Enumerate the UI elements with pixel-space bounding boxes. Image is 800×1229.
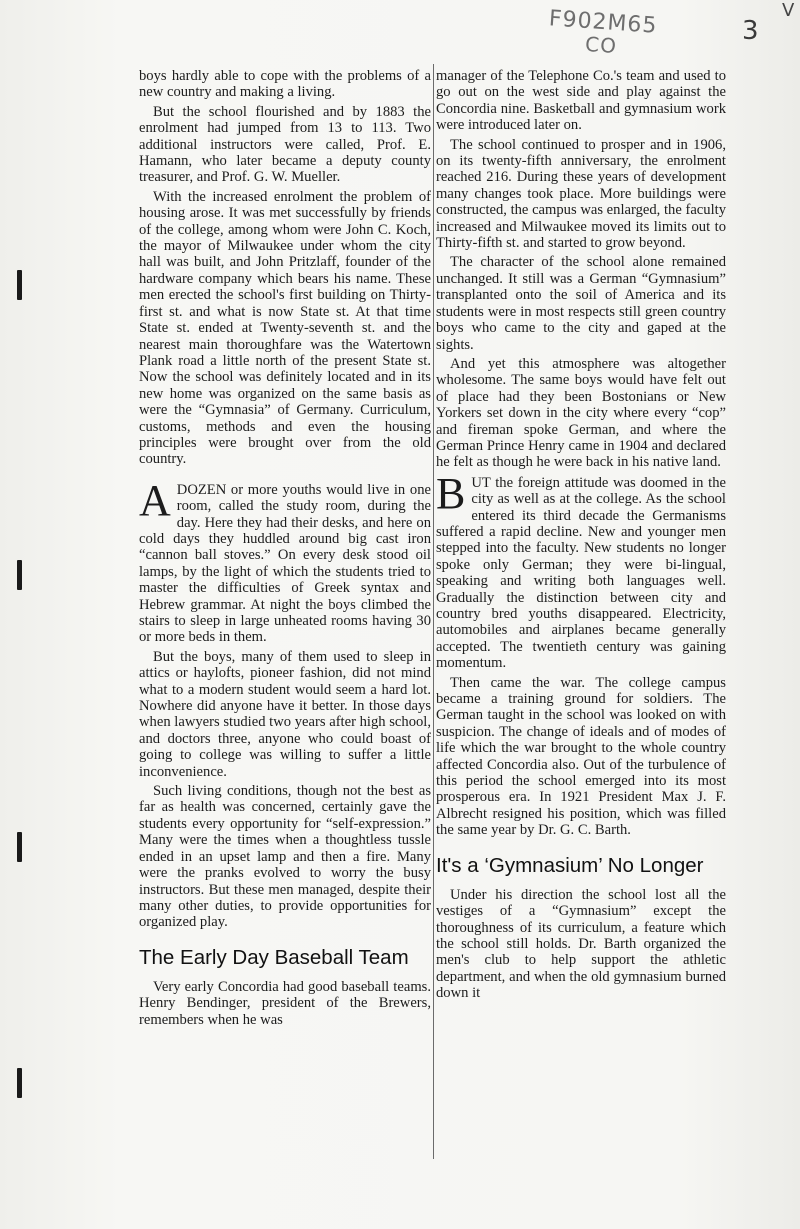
corner-mark: V — [782, 0, 795, 21]
right-paragraph-7: Under his direction the school lost all the vestiges of a “Gymnasium” except the thoroughness of its curriculum, a feature which the school still holds. Dr. Barth organized the men's club to help support the athletic department, and when the old gymnasium burned down it — [436, 886, 726, 1002]
right-column — [436, 68, 726, 1005]
right-paragraph-5 — [436, 468, 726, 672]
left-paragraph-3: With the increased enrolment the problem of housing arose. It was met successfully by friends of the college, among whom were John C. Koch, the mayor of Milwaukee under whom the city hall was built, and John Pritzlaff, founder of the hardware company which bears his name. These men erected the school's first building on Thirty-first st. and what is now State st. At that time State st. ended at Twenty-seventh st. and the nearest main thoroughfare was the Watertown Plank road a little north of the present State st. Now the school was definitely located and in its new home was organized on the same basis as were the “Gymnasia” of Germany. Curriculum, customs, methods and even the housing principles were brought over from the old country. — [139, 188, 431, 468]
handwritten-annotation — [547, 8, 658, 59]
drop-cap-b: B — [436, 468, 466, 518]
right-paragraph-3: The character of the school alone remained unchanged. It still was a German “Gymnasium” transplanted onto the soil of America and its students were in most respects still green country boys who came to the city and gaped at the sights. — [436, 254, 726, 353]
left-paragraph-4 — [139, 475, 431, 646]
left-paragraph-5: But the boys, many of them used to sleep in attics or haylofts, pioneer fashion, did not mind what to a modern student would seem a hard lot. Nowhere did anyone have it better. In those days when lawyers studied two years after high school, and doctors three, anyone who could boast of going to college was willing to suffer a little inconvenience. — [139, 648, 431, 780]
binding-mark-1 — [17, 270, 22, 300]
right-paragraph-5-text: UT the foreign attitude was doomed in the city as well as at the college. As the school entered its third decade the Germanisms suffered a rapid decline. New and younger men stepped into the faculty. New students no longer spoke only German; they were bi-lingual, speaking and writing both languages well. Gradually the distinction between city and country bred youths disappeared. Electricity, automobiles and airplanes became generally accepted. The twentieth century was gaining momentum. — [436, 474, 726, 672]
binding-mark-4 — [17, 1068, 22, 1098]
left-paragraph-2: But the school flourished and by 1883 the enrolment had jumped from 13 to 113. Two additional instructors were called, Prof. E. Hamann, who later became a deputy county treasurer, and Prof. G. W. Mueller. — [139, 103, 431, 186]
right-paragraph-1: manager of the Telephone Co.'s team and used to go out on the west side and play against the Concordia nine. Basketball and gymnasium work were introduced later on. — [436, 68, 726, 134]
column-rule — [433, 64, 434, 1159]
left-paragraph-1: boys hardly able to cope with the problems of a new country and making a living. — [139, 68, 431, 101]
right-paragraph-6: Then came the war. The college campus became a training ground for soldiers. The German taught in the school was looked on with suspicion. The change of ideals and of modes of life which the war brought to the whole country affected Concordia also. Out of the turbulence of this period the school emerged into its most prosperous era. In 1921 President Max J. F. Albrecht resigned his position, which was filled the same year by Dr. G. C. Barth. — [436, 674, 726, 839]
binding-mark-2 — [17, 560, 22, 590]
annotation-line-1: F902M65 — [548, 6, 659, 39]
left-column — [139, 68, 431, 1031]
drop-cap-a: A — [139, 475, 171, 525]
left-paragraph-7: Very early Concordia had good baseball teams. Henry Bendinger, president of the Brewers, remembers when he was — [139, 978, 431, 1028]
left-paragraph-4-text: DOZEN or more youths would live in one room, called the study room, during the day. Here they had their desks, and here on cold days they huddled around big cast iron “cannon ball stoves.” On every desk stood oil lamps, by the light of which the students tried to master the difficulties of Greek syntax and Hebrew grammar. At night the boys climbed the stairs to sleep in large unheated rooms having 30 or more beds in them. — [139, 481, 431, 646]
subheading-gymnasium: It's a ‘Gymnasium’ No Longer — [436, 853, 704, 877]
right-paragraph-4: And yet this atmosphere was altogether wholesome. The same boys would have felt out of place had they been Bostonians or New Yorkers set down in the city where every “cop” and fireman spoke German, and where the German Prince Henry came in 1904 and declared he felt as though he were back in his native land. — [436, 355, 726, 471]
binding-mark-3 — [17, 832, 22, 862]
left-paragraph-6: Such living conditions, though not the best as far as health was concerned, certainly gave the students every opportunity for “self-expression.” Many were the times when a thoughtless tussle ended in an upset lamp and then a fire. Many were the pranks evolved to worry the busy instructors. But these men managed, despite their many other duties, to provide opportunities for organized play. — [139, 783, 431, 931]
page-number: 3 — [742, 16, 759, 46]
subheading-baseball: The Early Day Baseball Team — [139, 945, 409, 969]
right-paragraph-2: The school continued to prosper and in 1906, on its twenty-fifth anniversary, the enrolment reached 216. During these years of development many changes took place. More buildings were constructed, the campus was enlarged, the faculty increased and Milwaukee moved its limits out to Thirty-fifth st. and started to grow beyond. — [436, 136, 726, 252]
annotation-line-2: CO — [584, 31, 618, 59]
